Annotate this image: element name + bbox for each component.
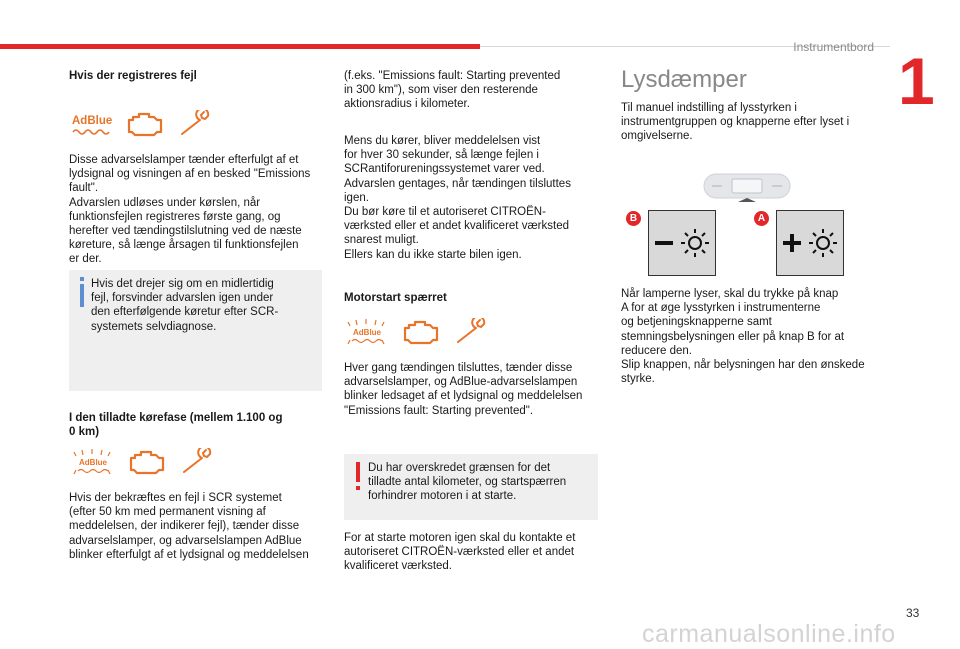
heading-fault-registered: Hvis der registreres fejl [69, 70, 197, 82]
adblue-flashing-icon: AdBlue [344, 319, 388, 347]
warning-icons-row-1 [72, 110, 216, 140]
engine-icon [400, 318, 440, 348]
engine-icon [124, 110, 164, 140]
wrench-icon [176, 110, 216, 140]
minus-brightness-icon [649, 211, 715, 275]
para-scr-fault: Hvis der bekræftes en fejl i SCR systemet (efter 50 km med permanent visning af meddelelsen, der indikerer fejl), tænder disse advarselslamper, og advarselslampen AdBlue blinker efterfulgt af et lydsignal og meddelelsen [69, 492, 309, 561]
warning-icons-row-2 [70, 448, 218, 478]
warning-icons-row-3 [344, 318, 492, 348]
section-title: Instrumentbord [793, 40, 874, 54]
label-a: A [754, 211, 769, 226]
para-contact-workshop: For at starte motoren igen skal du kontakte et autoriseret CITROËN-værksted eller et andet kvalificeret værksted. [344, 532, 576, 573]
engine-icon [126, 448, 166, 478]
wrench-icon [178, 448, 218, 478]
heading-allowed-phase: I den tilladte kørefase (mellem 1.100 og 0 km) [69, 412, 283, 439]
instrument-panel-icon [702, 170, 792, 202]
dimmer-illustration [626, 170, 852, 282]
adblue-flashing-icon: AdBlue [70, 449, 114, 477]
dim-up-button[interactable] [776, 210, 844, 276]
heading-start-blocked: Motorstart spærret [344, 292, 447, 304]
chapter-number: 1 [898, 44, 935, 118]
para-ignition-warning: Hver gang tændingen tilsluttes, tænder disse advarselslamper, og AdBlue-advarselslampen blinker ledsaget af et lydsignal og meddelelsen "Emissions fault: Starting prevented". [344, 362, 583, 417]
dim-down-button[interactable] [648, 210, 716, 276]
exclamation-icon [353, 462, 363, 492]
para-while-driving: Mens du kører, bliver meddelelsen vist for hver 30 sekunder, så længe fejlen i SCRantiforureningssystemet varer ved. Advarslen gentages, når tændingen tilsluttes igen. Du bør køre til et autoriseret CITROËN- værksted eller et andet kvalificeret værksted snarest muligt. Ellers kan du ikke starte bilen igen. [344, 135, 571, 261]
warning-box: Du har overskredet grænsen for det tilladte antal kilometer, og startspærren forhindrer motoren i at starte. [344, 454, 598, 520]
page-number: 33 [906, 606, 920, 620]
para-warning-lamps: Disse advarselslamper tænder efterfulgt af et lydsignal og visningen af en besked "Emissions fault". Advarslen udløses under kørslen, når funktionsfejlen registreres første gang, og herefter ved tændingstilslutning ved de næste køreture, så længe årsagen til funktionsfejlen er der. [69, 154, 311, 266]
adblue-icon: AdBlue [72, 115, 112, 135]
dimmer-title: Lysdæmper [621, 66, 747, 93]
para-emissions-example: (f.eks. "Emissions fault: Starting prevented in 300 km"), som viser den resterende aktionsradius i kilometer. [344, 70, 561, 111]
para-dimmer-intro: Til manuel indstilling af lysstyrken i instrumentgruppen og knapperne efter lyset i omgivelserne. [621, 102, 850, 143]
info-box: Hvis det drejer sig om en midlertidig fejl, forsvinder advarslen igen under den efterfølgende køretur efter SCR- systemets selvdiagnose. [69, 270, 322, 391]
plus-brightness-icon [777, 211, 843, 275]
wrench-icon [452, 318, 492, 348]
info-icon [77, 277, 87, 307]
para-dimmer-instructions: Når lamperne lyser, skal du trykke på knap A for at øge lysstyrken i instrumenterne og betjeningsknapperne samt stemningsbelysningen eller på knap B for at reducere den. Slip knappen, når belysningen har den ønskede styrke. [621, 288, 865, 386]
label-b: B [626, 211, 641, 226]
watermark: carmanualsonline.info [642, 620, 896, 648]
header-red-bar [0, 44, 480, 49]
